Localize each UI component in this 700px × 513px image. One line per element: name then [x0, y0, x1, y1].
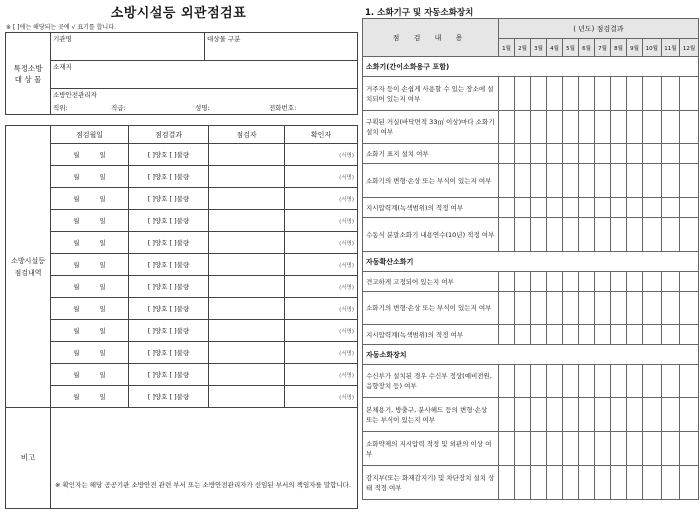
inspection-side-label	[6, 126, 51, 408]
header-result: 점검결과	[129, 126, 209, 144]
month-check-cell[interactable]	[547, 272, 563, 292]
month-check-cell[interactable]	[661, 325, 680, 345]
manager-label: 소방안전관리자	[53, 91, 97, 99]
month-check-cell[interactable]	[643, 365, 662, 398]
facility-label	[6, 33, 51, 115]
check-item-label: 지시압력계(녹색범위)의 적정 여부	[363, 198, 499, 218]
result-cell[interactable]: [ ]양호 [ ]불량	[129, 210, 209, 232]
month-check-cell[interactable]	[661, 198, 680, 218]
month-check-cell[interactable]	[547, 111, 563, 144]
month-check-cell[interactable]	[515, 272, 531, 292]
result-cell[interactable]: [ ]양호 [ ]불량	[129, 342, 209, 364]
month-check-cell[interactable]	[611, 325, 627, 345]
date-cell[interactable]: 월 일	[51, 342, 129, 364]
inspector-cell[interactable]	[209, 188, 285, 210]
date-cell[interactable]: 월 일	[51, 210, 129, 232]
month-check-cell[interactable]	[680, 218, 699, 252]
sign-cell[interactable]: (서명)	[285, 342, 358, 364]
check-item-label: 감지부(또는 화재감지기) 및 차단장치 설치 상태 적정 여부	[363, 466, 499, 500]
month-check-cell[interactable]	[611, 272, 627, 292]
month-header: 7월	[595, 39, 611, 57]
month-check-cell[interactable]	[611, 365, 627, 398]
month-check-cell[interactable]	[680, 432, 699, 466]
month-check-cell[interactable]	[579, 144, 595, 164]
month-check-cell[interactable]	[563, 111, 579, 144]
inspection-row	[6, 364, 358, 386]
month-check-cell[interactable]	[661, 398, 680, 432]
month-check-cell[interactable]	[547, 292, 563, 325]
month-check-cell[interactable]	[515, 144, 531, 164]
month-check-cell[interactable]	[680, 398, 699, 432]
month-check-cell[interactable]	[595, 365, 611, 398]
date-cell[interactable]: 월 일	[51, 166, 129, 188]
month-check-cell[interactable]	[531, 164, 547, 198]
check-item-label: 수신부가 설치된 경우 수신부 정상(예비전원, 음향장치 등) 여부	[363, 365, 499, 398]
inspector-cell[interactable]	[209, 166, 285, 188]
check-item-label: 지시압력계(녹색범위)의 적정 여부	[363, 325, 499, 345]
remark-label: 비고	[6, 408, 51, 509]
month-check-cell[interactable]	[627, 432, 643, 466]
month-check-cell[interactable]	[661, 466, 680, 500]
month-check-cell[interactable]	[547, 198, 563, 218]
month-check-cell[interactable]	[499, 218, 515, 252]
inspection-row	[6, 232, 358, 254]
category-label: 소화기(간이소화용구 포함)	[363, 57, 699, 77]
month-check-cell[interactable]	[547, 218, 563, 252]
inspection-row	[6, 166, 358, 188]
month-header: 11월	[661, 39, 680, 57]
month-check-cell[interactable]	[499, 272, 515, 292]
month-check-cell[interactable]	[595, 272, 611, 292]
date-cell[interactable]: 월 일	[51, 232, 129, 254]
month-check-cell[interactable]	[531, 218, 547, 252]
month-check-cell[interactable]	[547, 77, 563, 111]
month-check-cell[interactable]	[680, 144, 699, 164]
month-check-cell[interactable]	[611, 111, 627, 144]
month-check-cell[interactable]	[499, 292, 515, 325]
month-check-cell[interactable]	[595, 432, 611, 466]
month-check-cell[interactable]	[547, 398, 563, 432]
year-header: ( 년도) 점검결과	[499, 19, 699, 39]
sign-cell[interactable]: (서명)	[285, 254, 358, 276]
header-inspector: 점검자	[209, 126, 285, 144]
month-check-cell[interactable]	[499, 111, 515, 144]
category-label: 자동소화장치	[363, 345, 699, 365]
month-check-cell[interactable]	[661, 111, 680, 144]
check-item-row	[363, 432, 699, 466]
month-check-cell[interactable]	[547, 164, 563, 198]
date-cell[interactable]: 월 일	[51, 386, 129, 408]
month-check-cell[interactable]	[661, 164, 680, 198]
result-cell[interactable]: [ ]양호 [ ]불량	[129, 254, 209, 276]
month-header: 1월	[499, 39, 515, 57]
month-check-cell[interactable]	[627, 272, 643, 292]
month-check-cell[interactable]	[531, 365, 547, 398]
inspection-row	[6, 298, 358, 320]
month-check-cell[interactable]	[531, 325, 547, 345]
month-check-cell[interactable]	[499, 398, 515, 432]
month-check-cell[interactable]	[531, 466, 547, 500]
header-confirmer: 확인자	[285, 126, 358, 144]
phone-label: 전화번호:	[269, 103, 297, 112]
month-check-cell[interactable]	[563, 466, 579, 500]
month-check-cell[interactable]	[627, 325, 643, 345]
month-check-cell[interactable]	[563, 365, 579, 398]
sign-cell[interactable]: (서명)	[285, 320, 358, 342]
check-item-row	[363, 365, 699, 398]
inspector-cell[interactable]	[209, 320, 285, 342]
month-check-cell[interactable]	[611, 466, 627, 500]
position-label: 직위:	[53, 103, 68, 112]
month-check-cell[interactable]	[611, 292, 627, 325]
month-check-cell[interactable]	[595, 144, 611, 164]
month-check-cell[interactable]	[579, 466, 595, 500]
inspector-cell[interactable]	[209, 364, 285, 386]
check-item-row	[363, 272, 699, 292]
month-check-cell[interactable]	[531, 77, 547, 111]
month-check-cell[interactable]	[563, 164, 579, 198]
date-cell[interactable]: 월 일	[51, 188, 129, 210]
month-check-cell[interactable]	[627, 398, 643, 432]
category-label: 자동확산소화기	[363, 252, 699, 272]
month-check-cell[interactable]	[611, 164, 627, 198]
month-check-cell[interactable]	[595, 325, 611, 345]
category-row	[363, 252, 699, 272]
inspection-row	[6, 254, 358, 276]
result-cell[interactable]: [ ]양호 [ ]불량	[129, 298, 209, 320]
month-check-cell[interactable]	[547, 432, 563, 466]
check-item-row	[363, 164, 699, 198]
check-item-label: 소화기의 변형·손상 또는 부식이 있는지 여부	[363, 292, 499, 325]
month-check-cell[interactable]	[661, 272, 680, 292]
result-cell[interactable]: [ ]양호 [ ]불량	[129, 276, 209, 298]
page-title: 소방시설등 외관점검표	[110, 6, 247, 21]
month-check-cell[interactable]	[563, 77, 579, 111]
month-check-cell[interactable]	[595, 292, 611, 325]
month-check-cell[interactable]	[531, 144, 547, 164]
rank-label: 직급:	[111, 103, 126, 112]
month-check-cell[interactable]	[643, 164, 662, 198]
inspection-row	[6, 320, 358, 342]
month-check-cell[interactable]	[627, 365, 643, 398]
month-check-cell[interactable]	[563, 398, 579, 432]
month-check-cell[interactable]	[579, 292, 595, 325]
month-check-cell[interactable]	[643, 466, 662, 500]
month-check-cell[interactable]	[515, 77, 531, 111]
month-check-cell[interactable]	[680, 325, 699, 345]
check-item-row	[363, 218, 699, 252]
month-check-cell[interactable]	[499, 77, 515, 111]
month-check-cell[interactable]	[563, 144, 579, 164]
target-cell[interactable]	[205, 33, 358, 61]
month-check-cell[interactable]	[661, 365, 680, 398]
date-cell[interactable]: 월 일	[51, 320, 129, 342]
month-check-cell[interactable]	[579, 198, 595, 218]
target-label: 대상물 구분	[207, 35, 241, 43]
month-check-cell[interactable]	[627, 198, 643, 218]
month-check-cell[interactable]	[680, 164, 699, 198]
category-row	[363, 57, 699, 77]
month-check-cell[interactable]	[627, 164, 643, 198]
month-header: 4월	[547, 39, 563, 57]
month-check-cell[interactable]	[563, 325, 579, 345]
month-check-cell[interactable]	[547, 466, 563, 500]
inspection-table	[5, 125, 358, 509]
result-cell[interactable]: [ ]양호 [ ]불량	[129, 320, 209, 342]
sign-cell[interactable]: (서명)	[285, 276, 358, 298]
inspection-row	[6, 276, 358, 298]
month-check-cell[interactable]	[595, 77, 611, 111]
month-header: 2월	[515, 39, 531, 57]
inspector-cell[interactable]	[209, 386, 285, 408]
month-check-cell[interactable]	[680, 466, 699, 500]
month-header: 3월	[531, 39, 547, 57]
inspector-cell[interactable]	[209, 144, 285, 166]
check-note: ※ [ ]에는 해당되는 곳에 √ 표기를 합니다.	[6, 24, 116, 31]
name-label: 성명:	[195, 103, 210, 112]
check-item-label: 소화기의 변형·손상 또는 부식이 있는지 여부	[363, 164, 499, 198]
month-check-cell[interactable]	[515, 365, 531, 398]
month-check-cell[interactable]	[595, 398, 611, 432]
month-check-cell[interactable]	[563, 272, 579, 292]
check-item-label: 소화기 표지 설치 여부	[363, 144, 499, 164]
month-check-cell[interactable]	[547, 325, 563, 345]
month-check-cell[interactable]	[579, 398, 595, 432]
month-check-cell[interactable]	[499, 144, 515, 164]
month-check-cell[interactable]	[611, 77, 627, 111]
month-header: 6월	[579, 39, 595, 57]
month-check-cell[interactable]	[627, 144, 643, 164]
month-check-cell[interactable]	[579, 77, 595, 111]
check-item-row	[363, 466, 699, 500]
month-check-cell[interactable]	[680, 292, 699, 325]
checklist-table	[362, 18, 699, 500]
month-check-cell[interactable]	[643, 77, 662, 111]
month-check-cell[interactable]	[579, 111, 595, 144]
month-check-cell[interactable]	[515, 111, 531, 144]
inspector-cell[interactable]	[209, 254, 285, 276]
category-row	[363, 345, 699, 365]
sign-cell[interactable]: (서명)	[285, 364, 358, 386]
month-check-cell[interactable]	[661, 218, 680, 252]
month-check-cell[interactable]	[515, 466, 531, 500]
month-check-cell[interactable]	[627, 292, 643, 325]
month-check-cell[interactable]	[680, 365, 699, 398]
check-item-label: 구획된 거실(바닥면적 33㎡ 이상)마다 소화기 설치 여부	[363, 111, 499, 144]
month-check-cell[interactable]	[579, 218, 595, 252]
month-check-cell[interactable]	[643, 218, 662, 252]
address-cell[interactable]	[51, 61, 358, 89]
month-check-cell[interactable]	[531, 432, 547, 466]
result-cell[interactable]: [ ]양호 [ ]불량	[129, 144, 209, 166]
check-item-row	[363, 111, 699, 144]
content-header: 점 검 내 용	[363, 19, 499, 57]
month-header: 9월	[627, 39, 643, 57]
check-item-label: 수동식 분말소화기 내용연수(10년) 적정 여부	[363, 218, 499, 252]
month-check-cell[interactable]	[661, 432, 680, 466]
month-check-cell[interactable]	[515, 398, 531, 432]
month-check-cell[interactable]	[643, 144, 662, 164]
facility-table	[5, 32, 358, 115]
date-cell[interactable]: 월 일	[51, 254, 129, 276]
month-check-cell[interactable]	[680, 111, 699, 144]
remark-cell[interactable]	[51, 408, 358, 509]
inspector-cell[interactable]	[209, 210, 285, 232]
address-label: 소재지	[53, 63, 72, 71]
month-check-cell[interactable]	[579, 432, 595, 466]
inspector-cell[interactable]	[209, 298, 285, 320]
month-check-cell[interactable]	[643, 111, 662, 144]
result-cell[interactable]: [ ]양호 [ ]불량	[129, 232, 209, 254]
result-cell[interactable]: [ ]양호 [ ]불량	[129, 166, 209, 188]
check-item-label: 소화약제의 지시압력 적정 및 외관의 이상 여부	[363, 432, 499, 466]
month-check-cell[interactable]	[627, 111, 643, 144]
facility-label-text: 특정소방 대 상 물	[13, 63, 43, 84]
month-check-cell[interactable]	[531, 198, 547, 218]
month-check-cell[interactable]	[515, 325, 531, 345]
agency-cell[interactable]	[51, 33, 205, 61]
inspector-cell[interactable]	[209, 276, 285, 298]
month-check-cell[interactable]	[499, 325, 515, 345]
month-check-cell[interactable]	[515, 432, 531, 466]
month-header: 8월	[611, 39, 627, 57]
check-item-row	[363, 292, 699, 325]
month-check-cell[interactable]	[499, 365, 515, 398]
sign-cell[interactable]: (서명)	[285, 210, 358, 232]
check-item-label: 견고하게 고정되어 있는지 여부	[363, 272, 499, 292]
month-check-cell[interactable]	[563, 432, 579, 466]
month-check-cell[interactable]	[680, 272, 699, 292]
month-check-cell[interactable]	[611, 398, 627, 432]
month-check-cell[interactable]	[579, 325, 595, 345]
sign-cell[interactable]: (서명)	[285, 166, 358, 188]
month-header: 10월	[643, 39, 662, 57]
month-check-cell[interactable]	[627, 218, 643, 252]
sign-cell[interactable]: (서명)	[285, 386, 358, 408]
month-check-cell[interactable]	[643, 272, 662, 292]
check-item-row	[363, 77, 699, 111]
month-check-cell[interactable]	[627, 466, 643, 500]
check-item-row	[363, 198, 699, 218]
month-header: 12월	[680, 39, 699, 57]
month-check-cell[interactable]	[563, 292, 579, 325]
month-check-cell[interactable]	[595, 111, 611, 144]
inspection-row	[6, 144, 358, 166]
result-cell[interactable]: [ ]양호 [ ]불량	[129, 188, 209, 210]
check-item-row	[363, 325, 699, 345]
date-cell[interactable]: 월 일	[51, 298, 129, 320]
section-title: 1. 소화기구 및 자동소화장치	[365, 8, 474, 18]
sign-cell[interactable]: (서명)	[285, 144, 358, 166]
month-check-cell[interactable]	[595, 198, 611, 218]
month-check-cell[interactable]	[547, 365, 563, 398]
month-check-cell[interactable]	[595, 466, 611, 500]
month-check-cell[interactable]	[515, 198, 531, 218]
month-check-cell[interactable]	[595, 218, 611, 252]
month-check-cell[interactable]	[643, 292, 662, 325]
inspection-row	[6, 188, 358, 210]
month-check-cell[interactable]	[661, 77, 680, 111]
inspection-row	[6, 342, 358, 364]
manager-detail-cell[interactable]	[51, 102, 358, 115]
month-header: 5월	[563, 39, 579, 57]
date-cell[interactable]: 월 일	[51, 364, 129, 386]
month-check-cell[interactable]	[579, 164, 595, 198]
date-cell[interactable]: 월 일	[51, 144, 129, 166]
month-check-cell[interactable]	[611, 218, 627, 252]
month-check-cell[interactable]	[595, 164, 611, 198]
date-cell[interactable]: 월 일	[51, 276, 129, 298]
sign-cell[interactable]: (서명)	[285, 188, 358, 210]
inspector-cell[interactable]	[209, 232, 285, 254]
month-check-cell[interactable]	[579, 365, 595, 398]
month-check-cell[interactable]	[531, 111, 547, 144]
month-check-cell[interactable]	[531, 292, 547, 325]
month-check-cell[interactable]	[643, 398, 662, 432]
month-check-cell[interactable]	[611, 432, 627, 466]
result-cell[interactable]: [ ]양호 [ ]불량	[129, 364, 209, 386]
inspection-row	[6, 386, 358, 408]
header-date: 점검월일	[51, 126, 129, 144]
month-check-cell[interactable]	[643, 198, 662, 218]
month-check-cell[interactable]	[499, 466, 515, 500]
month-check-cell[interactable]	[531, 398, 547, 432]
manager-cell	[51, 89, 358, 102]
check-item-label: 본체용기, 방출구, 분사헤드 등의 변형·손상 또는 부식이 있는지 여부	[363, 398, 499, 432]
sign-cell[interactable]: (서명)	[285, 298, 358, 320]
month-check-cell[interactable]	[680, 198, 699, 218]
remark-note: ※ 확인자는 해당 공공기관 소방안전 관련 부서 또는 소방안전관리자가 선임된 부서의 책임자를 말합니다.	[55, 481, 352, 489]
check-item-label: 거주자 등이 손쉽게 사용할 수 있는 장소에 설치되어 있는지 여부	[363, 77, 499, 111]
month-check-cell[interactable]	[515, 218, 531, 252]
month-check-cell[interactable]	[563, 218, 579, 252]
month-check-cell[interactable]	[499, 432, 515, 466]
month-check-cell[interactable]	[515, 292, 531, 325]
check-item-row	[363, 398, 699, 432]
month-check-cell[interactable]	[579, 272, 595, 292]
month-check-cell[interactable]	[643, 325, 662, 345]
month-check-cell[interactable]	[499, 164, 515, 198]
inspection-side-text: 소방시설등 점검내역	[11, 256, 45, 277]
month-check-cell[interactable]	[611, 144, 627, 164]
month-check-cell[interactable]	[531, 272, 547, 292]
month-check-cell[interactable]	[627, 77, 643, 111]
month-check-cell[interactable]	[563, 198, 579, 218]
month-check-cell[interactable]	[643, 432, 662, 466]
inspector-cell[interactable]	[209, 342, 285, 364]
month-check-cell[interactable]	[611, 198, 627, 218]
agency-label: 기관명	[53, 35, 72, 43]
month-check-cell[interactable]	[661, 292, 680, 325]
month-check-cell[interactable]	[515, 164, 531, 198]
month-check-cell[interactable]	[499, 198, 515, 218]
month-check-cell[interactable]	[547, 144, 563, 164]
month-check-cell[interactable]	[661, 144, 680, 164]
inspection-row	[6, 210, 358, 232]
month-check-cell[interactable]	[680, 77, 699, 111]
check-item-row	[363, 144, 699, 164]
result-cell[interactable]: [ ]양호 [ ]불량	[129, 386, 209, 408]
sign-cell[interactable]: (서명)	[285, 232, 358, 254]
